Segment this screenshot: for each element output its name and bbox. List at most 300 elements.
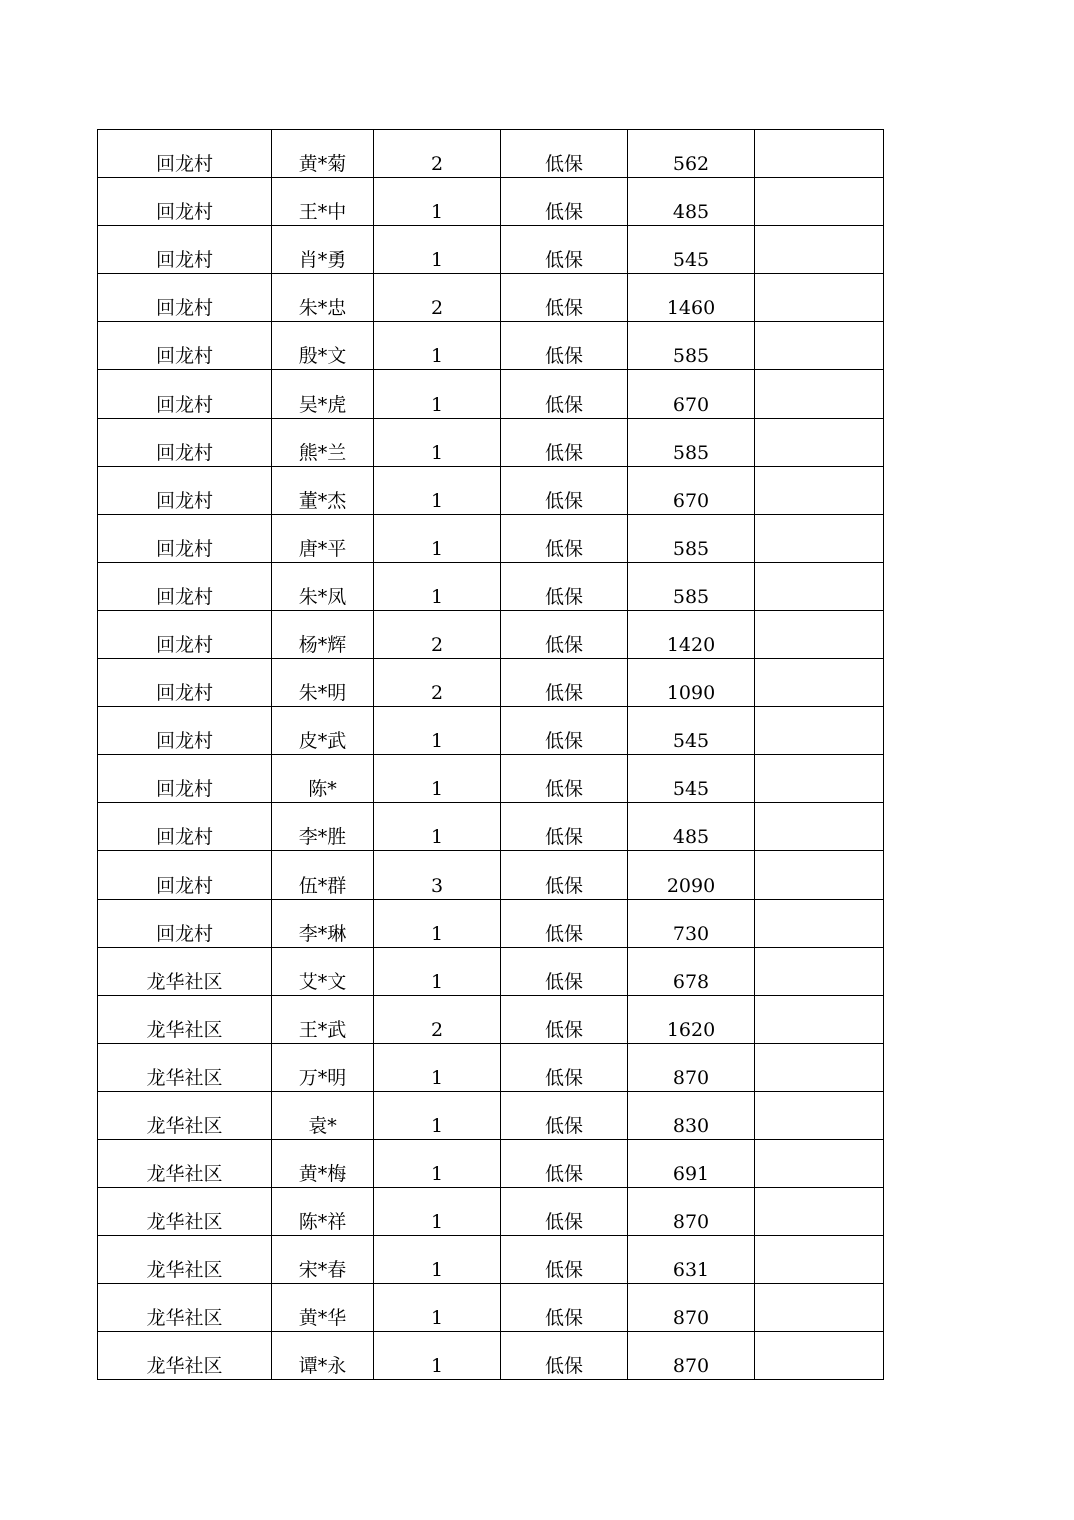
table-row [98,1043,884,1091]
assistance-type-cell-text: 低保 [544,489,583,512]
household-size-cell-text: 1 [430,826,444,849]
village-cell [98,899,272,947]
amount-cell-text: 1090 [666,682,716,705]
assistance-type-cell [501,514,628,562]
name-cell-text: 杨*辉 [298,634,347,657]
name-cell-text: 熊*兰 [298,441,347,464]
household-size-cell [374,803,501,851]
amount-cell-text: 585 [672,345,710,368]
amount-cell [628,1236,755,1284]
village-cell [98,370,272,418]
village-cell [98,274,272,322]
name-cell [272,370,374,418]
household-size-cell-text: 1 [430,1355,444,1378]
household-size-cell-text: 1 [430,1211,444,1234]
amount-cell [628,466,755,514]
assistance-type-cell [501,1332,628,1380]
amount-cell [628,418,755,466]
table-row [98,803,884,851]
name-cell [272,1284,374,1332]
table-row [98,1139,884,1187]
table-row [98,562,884,610]
name-cell-text: 艾*文 [298,970,347,993]
note-cell [755,178,884,226]
table-row [98,1188,884,1236]
name-cell-text: 朱*凤 [298,585,347,608]
village-cell [98,1332,272,1380]
household-size-cell [374,514,501,562]
village-cell [98,418,272,466]
amount-cell-text: 545 [672,249,710,272]
amount-cell-text: 870 [672,1307,710,1330]
name-cell-text: 袁* [308,1114,337,1137]
name-cell [272,466,374,514]
name-cell [272,755,374,803]
note-cell [755,755,884,803]
name-cell-text: 吴*虎 [298,393,347,416]
village-cell [98,178,272,226]
assistance-type-cell [501,178,628,226]
table-row [98,899,884,947]
village-cell [98,1284,272,1332]
household-size-cell [374,851,501,899]
household-size-cell [374,226,501,274]
assistance-type-cell-text: 低保 [544,153,583,176]
table-row [98,418,884,466]
assistance-type-cell-text: 低保 [544,1018,583,1041]
note-cell [755,659,884,707]
amount-cell [628,995,755,1043]
name-cell-text: 谭*永 [298,1355,347,1378]
household-size-cell [374,322,501,370]
village-cell-text: 龙华社区 [146,1307,223,1330]
assistance-type-cell-text: 低保 [544,1259,583,1282]
assistance-type-cell-text: 低保 [544,1066,583,1089]
household-size-cell [374,659,501,707]
note-cell [755,947,884,995]
household-size-cell [374,755,501,803]
table-row [98,1332,884,1380]
amount-cell-text: 691 [672,1163,710,1186]
household-size-cell [374,1188,501,1236]
village-cell [98,947,272,995]
table-row [98,1284,884,1332]
name-cell [272,514,374,562]
assistance-type-cell [501,707,628,755]
name-cell [272,610,374,658]
village-cell [98,755,272,803]
name-cell [272,562,374,610]
table-body [98,130,884,1380]
amount-cell [628,707,755,755]
household-size-cell [374,1091,501,1139]
note-cell [755,707,884,755]
assistance-type-cell-text: 低保 [544,1355,583,1378]
household-size-cell-text: 1 [430,1163,444,1186]
amount-cell [628,610,755,658]
name-cell [272,178,374,226]
village-cell-text: 回龙村 [155,778,213,801]
table-row [98,610,884,658]
household-size-cell-text: 1 [430,778,444,801]
amount-cell [628,1284,755,1332]
note-cell [755,1332,884,1380]
name-cell [272,1139,374,1187]
table-row [98,707,884,755]
name-cell-text: 董*杰 [298,489,347,512]
name-cell-text: 宋*春 [298,1259,347,1282]
village-cell [98,803,272,851]
village-cell-text: 龙华社区 [146,1163,223,1186]
assistance-type-cell [501,466,628,514]
note-cell [755,562,884,610]
village-cell-text: 回龙村 [155,585,213,608]
assistance-type-cell-text: 低保 [544,826,583,849]
amount-cell-text: 545 [672,778,710,801]
assistance-type-cell [501,322,628,370]
household-size-cell-text: 2 [430,634,444,657]
name-cell-text: 黄*梅 [298,1163,347,1186]
assistance-type-cell [501,755,628,803]
amount-cell [628,755,755,803]
household-size-cell [374,1284,501,1332]
note-cell [755,1139,884,1187]
household-size-cell-text: 1 [430,1066,444,1089]
name-cell-text: 朱*忠 [298,297,347,320]
assistance-type-cell [501,851,628,899]
note-cell [755,226,884,274]
household-size-cell [374,947,501,995]
household-size-cell [374,1043,501,1091]
village-cell [98,851,272,899]
assistance-type-cell-text: 低保 [544,537,583,560]
name-cell [272,274,374,322]
amount-cell-text: 670 [672,489,710,512]
household-size-cell-text: 1 [430,922,444,945]
document-page [97,129,884,1380]
village-cell [98,1043,272,1091]
assistance-type-cell-text: 低保 [544,634,583,657]
note-cell [755,995,884,1043]
amount-cell-text: 545 [672,730,710,753]
household-size-cell-text: 1 [430,1307,444,1330]
assistance-type-cell-text: 低保 [544,1307,583,1330]
name-cell [272,707,374,755]
name-cell-text: 万*明 [298,1066,347,1089]
name-cell [272,1188,374,1236]
amount-cell [628,178,755,226]
amount-cell [628,899,755,947]
assistance-type-cell-text: 低保 [544,682,583,705]
household-size-cell [374,562,501,610]
name-cell [272,803,374,851]
village-cell [98,466,272,514]
amount-cell-text: 585 [672,537,710,560]
assistance-type-cell-text: 低保 [544,1114,583,1137]
village-cell-text: 回龙村 [155,393,213,416]
table-row [98,514,884,562]
village-cell [98,514,272,562]
name-cell-text: 陈*祥 [298,1211,347,1234]
amount-cell-text: 2090 [666,874,716,897]
assistance-roster-table [97,129,884,1380]
assistance-type-cell-text: 低保 [544,297,583,320]
household-size-cell-text: 3 [430,874,444,897]
assistance-type-cell-text: 低保 [544,730,583,753]
name-cell [272,1043,374,1091]
name-cell-text: 殷*文 [298,345,347,368]
assistance-type-cell [501,274,628,322]
name-cell [272,1332,374,1380]
village-cell-text: 回龙村 [155,201,213,224]
village-cell-text: 龙华社区 [146,1114,223,1137]
household-size-cell [374,610,501,658]
household-size-cell-text: 1 [430,1114,444,1137]
amount-cell [628,226,755,274]
note-cell [755,610,884,658]
household-size-cell-text: 1 [430,201,444,224]
name-cell [272,899,374,947]
assistance-type-cell-text: 低保 [544,1211,583,1234]
household-size-cell-text: 1 [430,345,444,368]
village-cell-text: 回龙村 [155,489,213,512]
assistance-type-cell-text: 低保 [544,922,583,945]
name-cell-text: 伍*群 [298,874,347,897]
amount-cell-text: 670 [672,393,710,416]
village-cell [98,1188,272,1236]
village-cell [98,995,272,1043]
note-cell [755,851,884,899]
table-row [98,466,884,514]
assistance-type-cell-text: 低保 [544,393,583,416]
household-size-cell-text: 1 [430,537,444,560]
household-size-cell [374,178,501,226]
assistance-type-cell [501,226,628,274]
note-cell [755,1043,884,1091]
household-size-cell [374,899,501,947]
household-size-cell-text: 1 [430,489,444,512]
amount-cell [628,322,755,370]
assistance-type-cell-text: 低保 [544,345,583,368]
table-row [98,659,884,707]
village-cell-text: 回龙村 [155,345,213,368]
amount-cell-text: 562 [672,153,710,176]
assistance-type-cell-text: 低保 [544,585,583,608]
assistance-type-cell-text: 低保 [544,441,583,464]
amount-cell-text: 631 [672,1259,710,1282]
amount-cell-text: 585 [672,585,710,608]
amount-cell-text: 1620 [666,1018,716,1041]
note-cell [755,1091,884,1139]
village-cell-text: 回龙村 [155,249,213,272]
village-cell-text: 龙华社区 [146,1066,223,1089]
household-size-cell-text: 1 [430,585,444,608]
assistance-type-cell [501,659,628,707]
village-cell [98,1236,272,1284]
assistance-type-cell-text: 低保 [544,1163,583,1186]
name-cell [272,851,374,899]
assistance-type-cell-text: 低保 [544,249,583,272]
assistance-type-cell [501,1188,628,1236]
table-row [98,322,884,370]
village-cell [98,130,272,178]
name-cell [272,947,374,995]
amount-cell [628,274,755,322]
note-cell [755,274,884,322]
village-cell-text: 回龙村 [155,153,213,176]
name-cell [272,659,374,707]
village-cell [98,226,272,274]
assistance-type-cell [501,1284,628,1332]
amount-cell [628,562,755,610]
name-cell-text: 王*武 [298,1018,347,1041]
note-cell [755,370,884,418]
village-cell-text: 回龙村 [155,441,213,464]
village-cell-text: 龙华社区 [146,1018,223,1041]
amount-cell-text: 870 [672,1211,710,1234]
assistance-type-cell [501,418,628,466]
assistance-type-cell [501,1043,628,1091]
name-cell [272,1236,374,1284]
note-cell [755,322,884,370]
household-size-cell [374,1139,501,1187]
village-cell [98,1139,272,1187]
village-cell-text: 回龙村 [155,682,213,705]
table-row [98,274,884,322]
note-cell [755,514,884,562]
household-size-cell-text: 1 [430,441,444,464]
village-cell [98,707,272,755]
village-cell-text: 龙华社区 [146,970,223,993]
village-cell-text: 龙华社区 [146,1355,223,1378]
amount-cell-text: 1420 [666,634,716,657]
name-cell [272,130,374,178]
amount-cell [628,1139,755,1187]
amount-cell-text: 678 [672,970,710,993]
amount-cell [628,851,755,899]
name-cell-text: 李*琳 [298,922,347,945]
village-cell [98,659,272,707]
household-size-cell [374,418,501,466]
household-size-cell-text: 1 [430,393,444,416]
amount-cell-text: 870 [672,1355,710,1378]
household-size-cell [374,1332,501,1380]
assistance-type-cell [501,130,628,178]
household-size-cell [374,130,501,178]
assistance-type-cell [501,899,628,947]
amount-cell-text: 485 [672,201,710,224]
name-cell-text: 陈* [308,778,337,801]
village-cell-text: 回龙村 [155,922,213,945]
household-size-cell-text: 2 [430,1018,444,1041]
amount-cell [628,803,755,851]
name-cell-text: 黄*菊 [298,153,347,176]
assistance-type-cell [501,1091,628,1139]
amount-cell-text: 1460 [666,297,716,320]
amount-cell [628,1043,755,1091]
household-size-cell-text: 1 [430,249,444,272]
assistance-type-cell [501,803,628,851]
village-cell-text: 龙华社区 [146,1211,223,1234]
assistance-type-cell-text: 低保 [544,970,583,993]
table-row [98,130,884,178]
name-cell [272,322,374,370]
assistance-type-cell [501,1236,628,1284]
assistance-type-cell-text: 低保 [544,201,583,224]
amount-cell [628,659,755,707]
table-row [98,995,884,1043]
amount-cell [628,514,755,562]
household-size-cell-text: 2 [430,153,444,176]
name-cell-text: 王*中 [298,201,347,224]
name-cell-text: 皮*武 [298,730,347,753]
household-size-cell [374,370,501,418]
household-size-cell [374,707,501,755]
amount-cell [628,947,755,995]
village-cell-text: 回龙村 [155,826,213,849]
assistance-type-cell [501,995,628,1043]
amount-cell [628,370,755,418]
village-cell-text: 回龙村 [155,297,213,320]
assistance-type-cell-text: 低保 [544,778,583,801]
village-cell-text: 龙华社区 [146,1259,223,1282]
amount-cell-text: 830 [672,1114,710,1137]
village-cell [98,562,272,610]
household-size-cell [374,466,501,514]
village-cell-text: 回龙村 [155,874,213,897]
village-cell [98,610,272,658]
amount-cell-text: 585 [672,441,710,464]
table-row [98,226,884,274]
household-size-cell-text: 1 [430,1259,444,1282]
household-size-cell [374,274,501,322]
village-cell [98,322,272,370]
name-cell-text: 肖*勇 [298,249,347,272]
assistance-type-cell-text: 低保 [544,874,583,897]
household-size-cell-text: 2 [430,297,444,320]
household-size-cell [374,995,501,1043]
name-cell [272,995,374,1043]
table-row [98,1236,884,1284]
name-cell-text: 李*胜 [298,826,347,849]
amount-cell [628,130,755,178]
household-size-cell-text: 1 [430,730,444,753]
household-size-cell [374,1236,501,1284]
name-cell-text: 唐*平 [298,537,347,560]
name-cell [272,418,374,466]
note-cell [755,130,884,178]
household-size-cell-text: 1 [430,970,444,993]
note-cell [755,1284,884,1332]
village-cell [98,1091,272,1139]
note-cell [755,466,884,514]
assistance-type-cell [501,947,628,995]
assistance-type-cell [501,610,628,658]
name-cell-text: 朱*明 [298,682,347,705]
note-cell [755,1236,884,1284]
name-cell [272,226,374,274]
village-cell-text: 回龙村 [155,730,213,753]
note-cell [755,418,884,466]
village-cell-text: 回龙村 [155,537,213,560]
table-row [98,370,884,418]
note-cell [755,803,884,851]
note-cell [755,899,884,947]
table-row [98,1091,884,1139]
assistance-type-cell [501,562,628,610]
amount-cell-text: 730 [672,922,710,945]
amount-cell-text: 870 [672,1066,710,1089]
